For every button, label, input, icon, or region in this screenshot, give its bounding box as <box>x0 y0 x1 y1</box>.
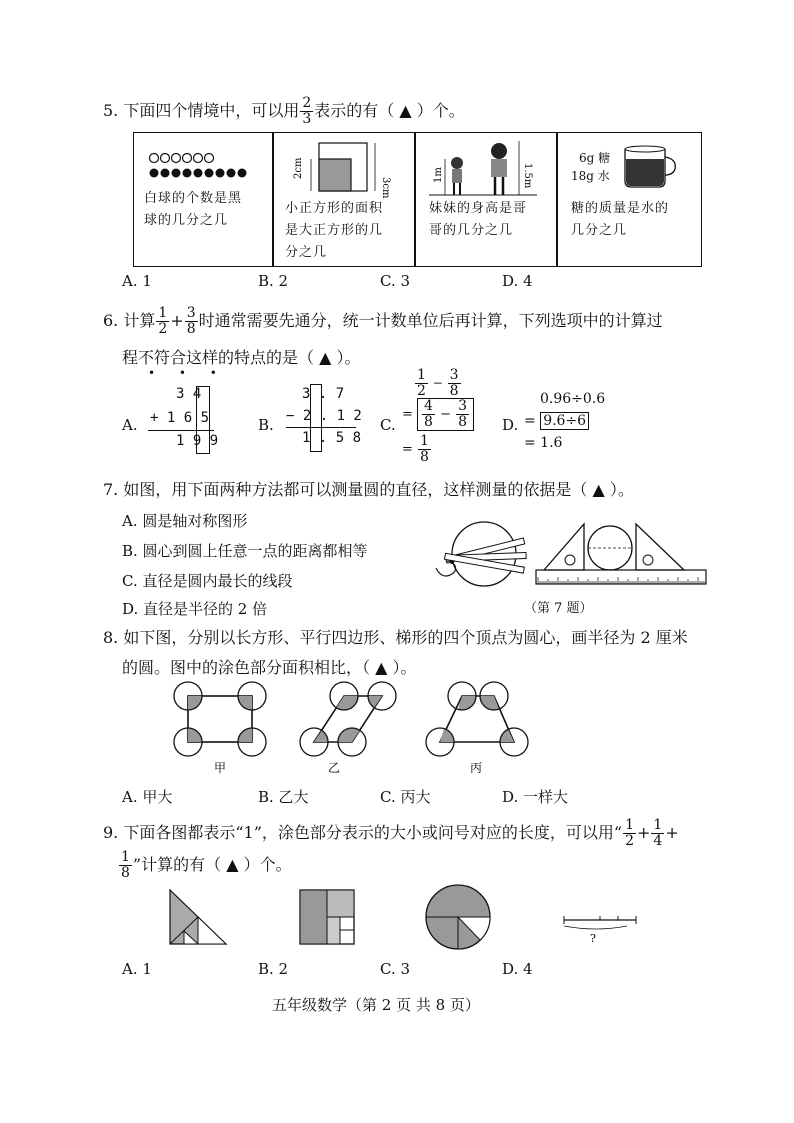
brother-height-label: 1.5m <box>522 163 533 189</box>
q6-option-c-label[interactable]: C. <box>380 416 396 434</box>
q9-option-d[interactable]: D. 4 <box>502 960 533 978</box>
q5-cell4-line2: 几分之几 <box>571 223 628 238</box>
q6-b-row3: 1 . 5 8 <box>302 430 362 446</box>
q9-question-mark: ? <box>590 932 596 945</box>
q6-fraction-1: $\frac{1}{2}$ <box>158 305 168 337</box>
q9-option-a[interactable]: A. 1 <box>122 960 152 978</box>
cup-figure <box>621 141 681 191</box>
q6-emphasis-dots: • • • <box>148 366 227 380</box>
q6-stem: 6. 计算 $\frac{1}{2}$ + $\frac{3}{8}$ 时通常需要先通分，统一计数单位后再计算，下列选项中的计算过 <box>103 305 663 337</box>
q8-figure-jia <box>174 682 266 756</box>
q5-cell2-line3: 分之几 <box>285 245 328 260</box>
q6-fraction-2: $\frac{3}{8}$ <box>186 305 196 337</box>
q9-figure-segment <box>564 916 636 945</box>
q5-cell-3 <box>414 132 558 267</box>
q6-option-b-label[interactable]: B. <box>258 416 274 434</box>
q7-triangle-ruler-figure <box>534 520 710 588</box>
q7-caption: （第 7 题） <box>524 601 593 616</box>
q6-c-row2: = $\frac{4}{8}$ − $\frac{3}{8}$ <box>402 398 474 431</box>
q6-a-highlight-box <box>196 386 210 454</box>
q6-option-d-label[interactable]: D. <box>502 416 519 434</box>
q6-d-row2: = 9.6÷6 <box>524 413 589 429</box>
q5-cell-2 <box>272 132 416 267</box>
q5-cell2-line1: 小正方形的面积 <box>285 201 384 216</box>
q7-option-a[interactable]: A. 圆是轴对称图形 <box>122 512 248 530</box>
q8-figures <box>160 680 720 780</box>
q8-option-a[interactable]: A. 甲大 <box>122 788 173 806</box>
water-label: 18g 水 <box>571 169 610 183</box>
q9-fraction-3: $\frac{1}{8}$ <box>121 849 130 881</box>
q6-c-row3: = $\frac{1}{8}$ <box>402 433 429 465</box>
q9-figures <box>160 884 720 954</box>
q5-option-a[interactable]: A. 1 <box>122 272 152 290</box>
squares-figure <box>283 139 393 199</box>
q6-b-row2: − 2 . 1 2 <box>286 408 362 424</box>
q9-stem-line2: $\frac{1}{8}$ ”计算的有（ ▲ ）个。 <box>121 849 292 881</box>
q8-option-d[interactable]: D. 一样大 <box>502 788 569 806</box>
q6-c-row1: $\frac{1}{2}$ − $\frac{3}{8}$ <box>417 367 459 399</box>
q6-stem-line2: 程不符合这样的特点的是（ ▲ ）。 <box>122 348 361 367</box>
q8-option-c[interactable]: C. 丙大 <box>380 788 431 806</box>
q7-option-b[interactable]: B. 圆心到圆上任意一点的距离都相等 <box>122 542 368 560</box>
sugar-label: 6g 糖 <box>579 151 611 165</box>
q6-b-row1: 3 . 7 <box>302 386 345 402</box>
q8-option-b[interactable]: B. 乙大 <box>258 788 309 806</box>
q5-stem: 5. 下面四个情境中，可以用 $\frac{2}{3}$ 表示的有（ ▲ ）个。 <box>103 95 465 127</box>
q8-label-bing: 丙 <box>470 761 483 775</box>
q8-stem-line1: 8. 如下图，分别以长方形、平行四边形、梯形的四个顶点为圆心，画半径为 2 厘米 <box>103 628 688 647</box>
q5-cell-4 <box>556 132 702 267</box>
q8-label-yi: 乙 <box>328 761 341 775</box>
q9-option-b[interactable]: B. 2 <box>258 960 289 978</box>
q9-option-c[interactable]: C. 3 <box>380 960 411 978</box>
q9-figure-circle <box>426 885 490 949</box>
kids-height-figure <box>419 137 549 201</box>
q9-stem-line1: 9. 下面各图都表示“1”，涂色部分表示的大小或问号对应的长度，可以用“ $\frac{1}{2}$ + $\frac{1}{4}$ + <box>103 817 679 849</box>
q6-a-row1: 3 4 <box>176 386 202 402</box>
q8-figure-bing <box>426 682 528 756</box>
q5-option-d[interactable]: D. 4 <box>502 272 533 290</box>
sister-height-label: 1m <box>433 167 444 183</box>
q6-a-row2: + 1 6 5 <box>150 410 210 426</box>
q8-figure-yi <box>300 682 396 756</box>
q9-fraction-1: $\frac{1}{2}$ <box>625 817 634 849</box>
q6-d-row3: = 1.6 <box>524 435 563 451</box>
q8-label-jia: 甲 <box>214 761 227 775</box>
q5-cell4-line1: 糖的质量是水的 <box>571 201 670 216</box>
q7-stem: 7. 如图，用下面两种方法都可以测量圆的直径，这样测量的依据是（ ▲ ）。 <box>103 480 634 499</box>
page-footer: 五年级数学（第 2 页 共 8 页） <box>272 996 480 1014</box>
big-square-label: 3cm <box>380 177 391 199</box>
q5-option-c[interactable]: C. 3 <box>380 272 411 290</box>
q6-d-row1: 0.96÷0.6 <box>540 391 606 407</box>
white-black-balls <box>146 149 276 189</box>
small-square-label: 2cm <box>293 157 304 179</box>
q5-cell3-line1: 妹妹的身高是哥 <box>429 201 528 216</box>
q5-cell3-line2: 哥的几分之几 <box>429 223 514 238</box>
q7-option-d[interactable]: D. 直径是半径的 2 倍 <box>122 600 268 618</box>
q5-fraction: $\frac{2}{3}$ <box>302 95 312 127</box>
q6-option-a-label[interactable]: A. <box>122 416 138 434</box>
q9-figure-triangle <box>170 890 226 944</box>
q6-a-row3: 1 9 9 <box>176 433 219 449</box>
q7-option-c[interactable]: C. 直径是圆内最长的线段 <box>122 572 293 590</box>
q7-ruler-measure-figure <box>432 518 532 590</box>
q5-cell2-line2: 是大正方形的几 <box>285 223 384 238</box>
q8-stem-line2: 的圆。图中的涂色部分面积相比，（ ▲ ）。 <box>122 658 417 677</box>
q5-cell-1 <box>133 132 274 267</box>
q5-option-b[interactable]: B. 2 <box>258 272 289 290</box>
q5-cell1-line2: 球的几分之几 <box>144 213 229 228</box>
q6-c-highlight-box: $\frac{4}{8}$ − $\frac{3}{8}$ <box>417 398 474 431</box>
q6-d-highlight-box: 9.6÷6 <box>540 412 589 430</box>
q9-figure-square <box>300 890 354 944</box>
q9-fraction-2: $\frac{1}{4}$ <box>653 817 663 849</box>
q6-b-highlight-box <box>310 384 322 452</box>
q5-cell1-line1: 白球的个数是黑 <box>144 191 243 206</box>
